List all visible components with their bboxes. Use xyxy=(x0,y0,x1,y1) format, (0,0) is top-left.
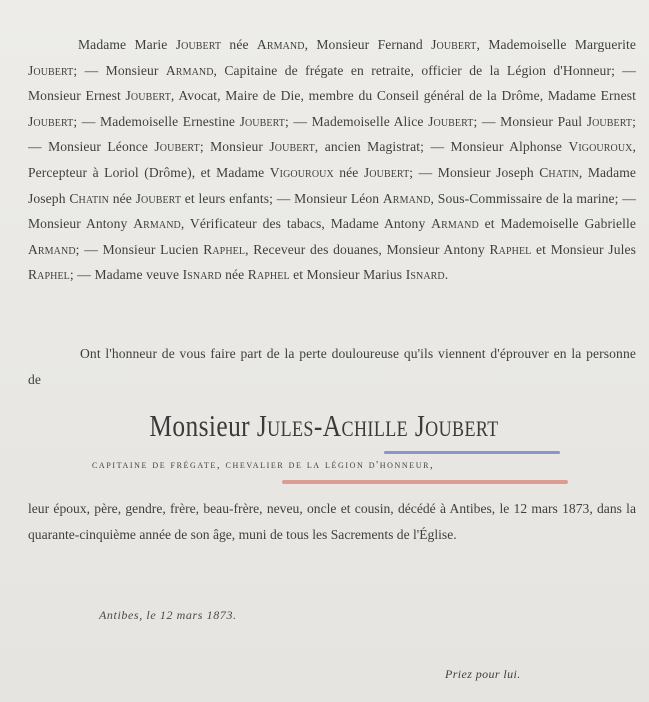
surname: Joubert xyxy=(125,88,171,104)
surname: Chatin xyxy=(539,164,579,180)
text-segment: , Percepteur à Loriol (Drôme), et Madame xyxy=(28,139,636,180)
text-segment: , Sous-Commissaire de la marine; — Monsieur Antony xyxy=(28,190,636,232)
text-segment: , Madame Joseph xyxy=(28,164,637,206)
text-segment: née xyxy=(221,37,257,52)
text-segment: née xyxy=(109,190,136,206)
text-segment: née xyxy=(221,267,248,283)
announcement-intro-paragraph: Ont l'honneur de vous faire part de la perte douloureuse qu'ils viennent d'éprouver en la personne de xyxy=(28,346,636,387)
closing-prayer: Priez pour lui. xyxy=(445,667,521,681)
text-segment: et Monsieur Marius xyxy=(289,267,406,283)
text-segment: ; — Monsieur Joseph xyxy=(409,164,540,180)
surname: Joubert xyxy=(28,113,74,129)
surname: Raphel xyxy=(489,241,532,257)
deceased-titles: capitaine de frégate, chevalier de la légion d'honneur, xyxy=(92,459,435,471)
deceased-name-heading xyxy=(0,408,649,444)
text-segment: ; — Mademoiselle Alice xyxy=(284,113,429,129)
surname: Raphel xyxy=(203,241,246,257)
surname: Armand xyxy=(256,37,305,52)
deceased-name xyxy=(150,408,499,444)
text-segment: née xyxy=(333,164,364,180)
text-segment: Madame Marie xyxy=(78,37,176,52)
surname: Joubert xyxy=(175,37,222,52)
text-segment: , Receveur des douanes, Monsieur Antony xyxy=(245,241,490,257)
surname: Joubert xyxy=(431,37,477,52)
surname: Raphel xyxy=(247,267,290,283)
text-segment: , Monsieur Fernand xyxy=(304,37,432,52)
surname: Isnard xyxy=(405,267,445,283)
name-prefix: Monsieur xyxy=(149,408,258,443)
surname: Joubert xyxy=(135,190,182,206)
text-segment: ; — Madame veuve xyxy=(69,267,183,283)
surname: Joubert xyxy=(154,139,200,155)
name-main: Jules-Achille Joubert xyxy=(257,408,500,443)
text-segment: ; — Mademoiselle Ernestine xyxy=(73,113,240,129)
surname: Vigouroux xyxy=(269,164,334,180)
text-segment: , ancien Magistrat; — Monsieur Alphonse xyxy=(314,139,569,155)
surname: Raphel xyxy=(28,267,70,283)
surname: Armand xyxy=(165,62,214,78)
text-segment: , Avocat, Maire de Die, membre du Conseil général de la Drôme, Madame Ernest xyxy=(170,88,636,104)
surname: Joubert xyxy=(28,62,74,78)
surname: Isnard xyxy=(182,267,222,283)
family-announcement-paragraph xyxy=(28,32,636,288)
surname: Joubert xyxy=(239,113,285,129)
text-segment: ; — Monsieur xyxy=(73,62,166,78)
surname: Armand xyxy=(382,190,431,206)
surname: Joubert xyxy=(363,164,410,180)
place-and-date: Antibes, le 12 mars 1873. xyxy=(99,608,237,622)
surname: Joubert xyxy=(586,113,633,129)
text-segment: , Vérificateur des tabacs, Madame Antony xyxy=(180,216,432,232)
text-segment: , Mademoiselle Marguerite xyxy=(476,37,636,52)
text-segment: ; Monsieur xyxy=(199,139,270,155)
surname: Vigouroux xyxy=(568,139,633,155)
text-segment: , Capitaine de frégate en retraite, officier de la Légion d'Honneur; — Monsieur Ernest xyxy=(28,62,636,104)
text-segment: . xyxy=(444,267,449,283)
surname: Joubert xyxy=(269,139,315,155)
surname: Armand xyxy=(431,216,479,232)
death-details-paragraph: leur époux, père, gendre, frère, beau-frère, neveu, oncle et cousin, décédé à Antibes, le 12 mars 1873, dans la quarante-cinquième année de son âge, muni de tous les Sacrements de l'Église. xyxy=(28,501,636,542)
surname: Chatin xyxy=(69,190,110,206)
surname: Joubert xyxy=(428,113,474,129)
text-segment: et leurs enfants; — Monsieur Léon xyxy=(181,190,383,206)
text-segment: ; — Monsieur Lucien xyxy=(75,241,204,257)
text-segment: ; — Monsieur Paul xyxy=(473,113,587,129)
red-underline-mark xyxy=(282,480,568,484)
text-segment: ; — Monsieur Léonce xyxy=(28,113,636,155)
surname: Armand xyxy=(28,241,76,257)
blue-underline-mark xyxy=(384,451,560,454)
surname: Armand xyxy=(133,216,181,232)
text-segment: et Monsieur Jules xyxy=(531,241,636,257)
text-segment: et Mademoiselle Gabrielle xyxy=(478,216,636,232)
